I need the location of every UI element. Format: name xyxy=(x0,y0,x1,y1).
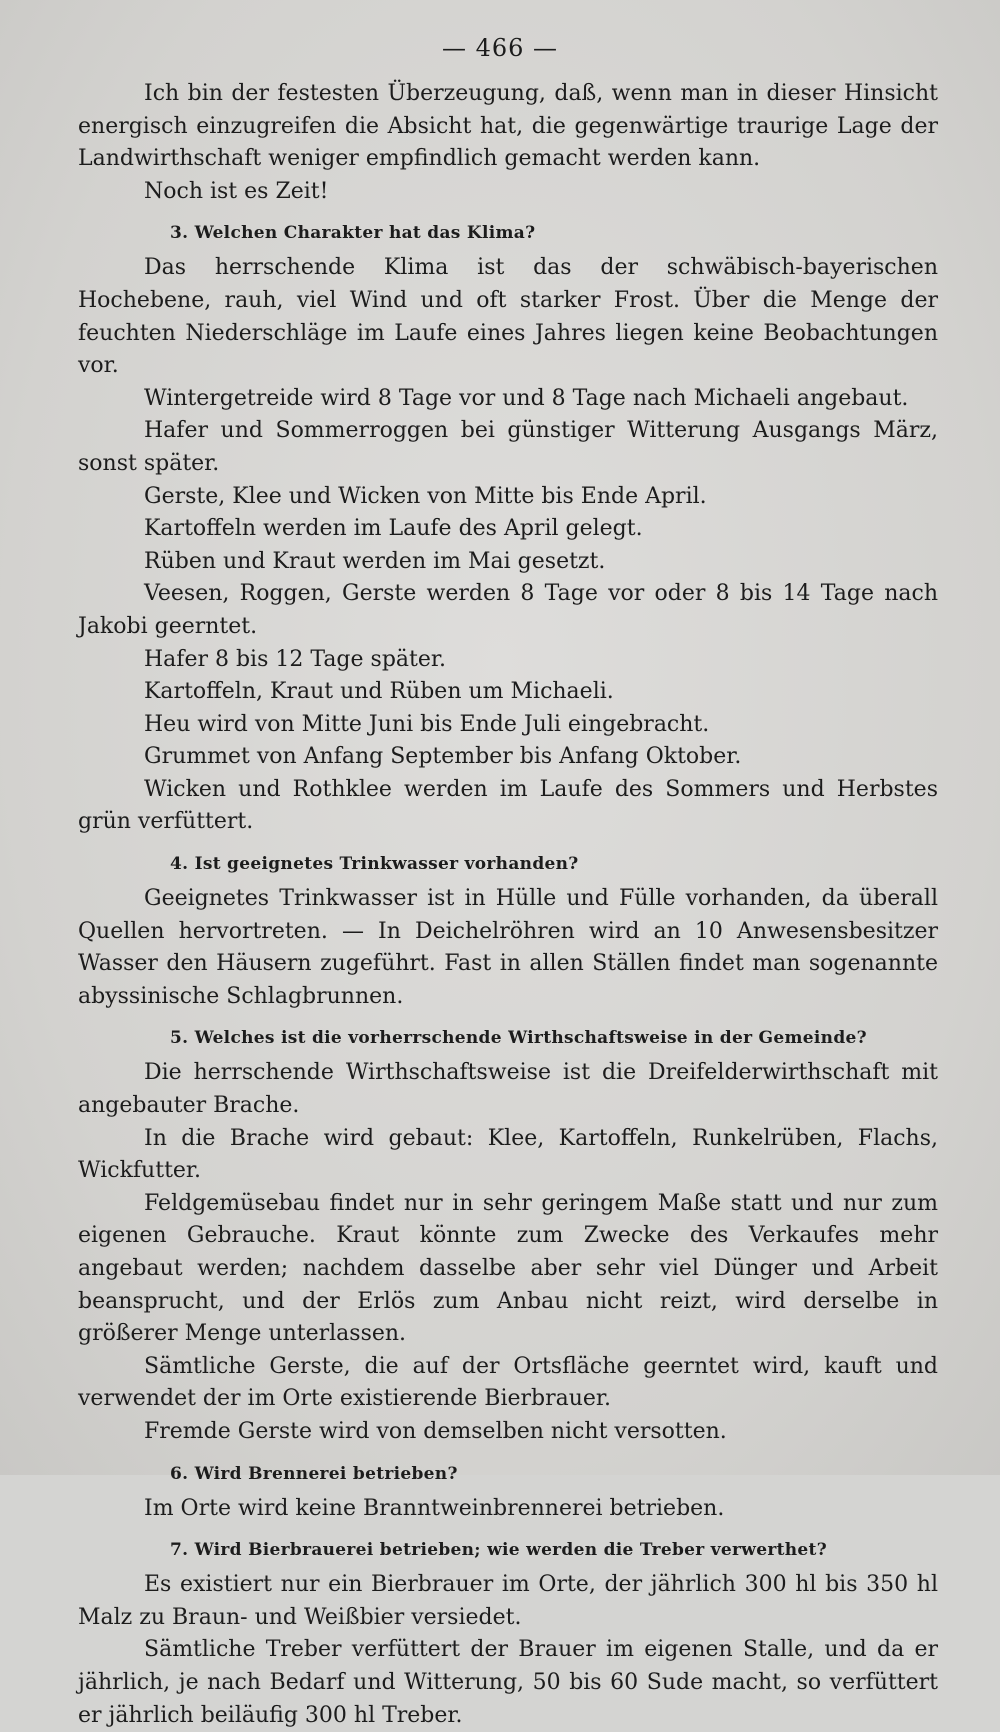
paragraph: Die herrschende Wirthschaftsweise ist die Dreifelderwirthschaft mit angebauter Brache. xyxy=(78,1060,938,1119)
section-heading-7: 7. Wird Bierbrauerei betrieben; wie werden die Treber verwerthet? xyxy=(170,1540,827,1561)
paragraph: Sämtliche Treber verfüttert der Brauer im eigenen Stalle, und da er jährlich, je nach Bedarf und Witterung, 50 bis 60 Sude macht, so verfüttert er jährlich beiläufig 300 hl Treber. xyxy=(78,1637,938,1728)
paragraph: Kartoffeln werden im Laufe des April gelegt. xyxy=(144,516,643,542)
paragraph: Ich bin der festesten Überzeugung, daß, wenn man in dieser Hinsicht energisch einzugreifen die Absicht hat, die gegenwärtige traurige Lage der Landwirthschaft weniger empfindlich gemacht werden kann. xyxy=(78,81,938,172)
paragraph: Fremde Gerste wird von demselben nicht versotten. xyxy=(144,1418,727,1444)
paragraph: Im Orte wird keine Branntweinbrennerei betrieben. xyxy=(144,1495,725,1521)
paragraph: Feldgemüsebau findet nur in sehr geringem Maße statt und nur zum eigenen Gebrauche. Kraut könnte zum Zwecke des Verkaufes mehr angebaut werden; nachdem dasselbe aber sehr viel Dünger und Arbeit beansprucht, und der Erlös zum Anbau nicht reizt, wird derselbe in größerer Menge unterlassen. xyxy=(78,1190,938,1347)
paragraph: Hafer und Sommerroggen bei günstiger Witterung Ausgangs März, sonst später. xyxy=(78,418,938,476)
text-body xyxy=(78,78,938,1732)
paragraph: In die Brache wird gebaut: Klee, Kartoffeln, Runkelrüben, Flachs, Wickfutter. xyxy=(78,1125,938,1184)
paragraph: Grummet von Anfang September bis Anfang Oktober. xyxy=(144,744,742,770)
paragraph: Wintergetreide wird 8 Tage vor und 8 Tage nach Michaeli angebaut. xyxy=(144,385,909,411)
page-number: — 466 — xyxy=(441,34,559,62)
paragraph: Heu wird von Mitte Juni bis Ende Juli eingebracht. xyxy=(144,711,710,737)
paragraph: Veesen, Roggen, Gerste werden 8 Tage vor oder 8 bis 14 Tage nach Jakobi geerntet. xyxy=(78,581,938,639)
paragraph: Kartoffeln, Kraut und Rüben um Michaeli. xyxy=(144,679,614,705)
paragraph: Das herrschende Klima ist das der schwäbisch-bayerischen Hochebene, rauh, viel Wind und oft starker Frost. Über die Menge der feuchten Niederschläge im Laufe eines Jahres liegen keine Beobachtungen vor. xyxy=(78,255,938,379)
paragraph: Noch ist es Zeit! xyxy=(144,178,329,204)
paragraph: Hafer 8 bis 12 Tage später. xyxy=(144,646,446,672)
section-heading-6: 6. Wird Brennerei betrieben? xyxy=(170,1463,458,1484)
paragraph: Es existiert nur ein Bierbrauer im Orte, der jährlich 300 hl bis 350 hl Malz zu Braun- und Weißbier versiedet. xyxy=(78,1572,938,1630)
paragraph: Geeignetes Trinkwasser ist in Hülle und Fülle vorhanden, da überall Quellen hervortreten. — In Deichelröhren wird an 10 Anwesensbesitzer Wasser den Häusern zugeführt. Fast in allen Ställen findet man sogenannte abyssinische Schlagbrunnen. xyxy=(78,886,938,1009)
section-heading-5: 5. Welches ist die vorherrschende Wirthschaftsweise in der Gemeinde? xyxy=(170,1028,867,1049)
paragraph: Rüben und Kraut werden im Mai gesetzt. xyxy=(144,548,606,574)
paragraph: Gerste, Klee und Wicken von Mitte bis Ende April. xyxy=(144,483,707,509)
section-heading-4: 4. Ist geeignetes Trinkwasser vorhanden? xyxy=(170,854,579,875)
paragraph: Sämtliche Gerste, die auf der Ortsfläche geerntet wird, kauft und verwendet der im Orte existierende Bierbrauer. xyxy=(78,1353,938,1412)
paragraph: Wicken und Rothklee werden im Laufe des Sommers und Herbstes grün verfüttert. xyxy=(78,776,938,835)
section-heading-3: 3. Welchen Charakter hat das Klima? xyxy=(170,223,536,244)
